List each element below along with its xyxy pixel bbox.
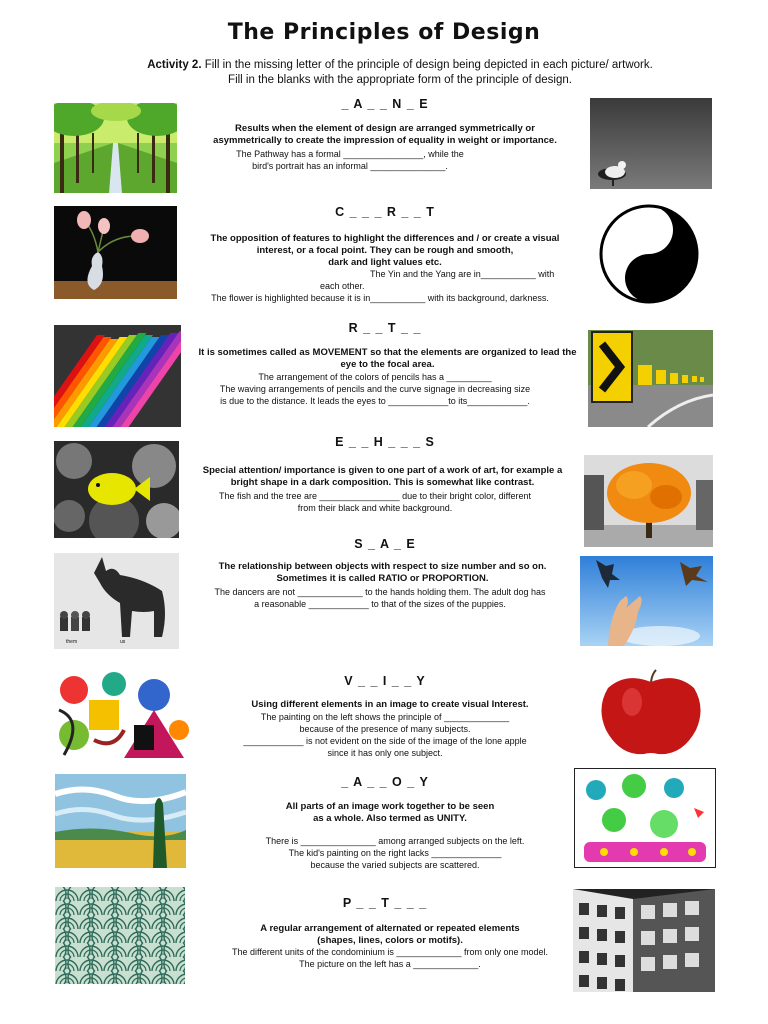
sentence-3: The arrangement of the colors of pencils has a _________ The waving arrangements of pencils and the curve signage in decreasing size is due to the distance. It leads the eyes to ____________to its____________. <box>219 372 531 406</box>
sentence-7: There is _______________ among arranged subjects on the left. The kid's painting on the right lacks ______________ because the varied subjects are scattered. <box>265 836 525 870</box>
definition-3: It is sometimes called as MOVEMENT so that the elements are organized to lead the eye to the focal area. <box>198 347 577 370</box>
colored-pencils-image <box>54 325 181 427</box>
dog-puppies-image <box>54 553 179 649</box>
principle-word-2: C _ _ _ R _ _ T <box>335 205 435 219</box>
sentence-4: The fish and the tree are ________________ due to their bright color, different from their black and white background. <box>218 491 532 513</box>
principle-word-4: E _ _ H _ _ _ S <box>335 435 435 449</box>
page-title: The Principles of Design <box>227 20 541 45</box>
instructions <box>90 58 710 88</box>
sentence-5: The dancers are not _____________ to the hands holding them. The adult dog has a reasonable ____________ to that of the sizes of the puppies. <box>214 587 546 609</box>
instruction-line-2: Fill in the blanks with the appropriate form of the principle of design. <box>228 74 572 86</box>
tree-pathway-image <box>54 103 177 193</box>
apple-image <box>596 668 706 758</box>
orange-tree-image <box>584 455 713 547</box>
definition-5: The relationship between objects with respect to size number and so on. Sometimes it is called RATIO or PROPORTION. <box>218 561 547 584</box>
sentence-1: The Pathway has a formal ________________, while the bird's portrait has an informal _______________. <box>236 149 464 171</box>
definition-6: Using different elements in an image to create visual Interest. <box>251 699 529 710</box>
principle-word-6: V _ _ I _ _ Y <box>344 674 426 688</box>
puppy-label-us: us <box>120 639 126 645</box>
instruction-line-1: Fill in the missing letter of the principle of design being depicted in each picture/ artwork. <box>201 59 653 71</box>
principle-word-5: S _ A _ E <box>354 537 416 551</box>
sentence-6: The painting on the left shows the principle of _____________ because of the presence of many subjects. ____________ is not evident on the side of the image of the lone apple since it has only one subject. <box>243 712 527 758</box>
flower-vase-image <box>54 206 177 299</box>
kids-painting-image <box>574 768 716 868</box>
definition-4: Special attention/ importance is given to one part of a work of art, for example a bright shape in a dark composition. This is somewhat like contrast. <box>202 465 563 488</box>
principle-word-8: P _ _ T _ _ _ <box>342 896 428 910</box>
condominium-image <box>573 889 715 992</box>
definition-2: The opposition of features to highlight the differences and / or create a visual interest, or a focal point. They can be rough and smooth, dark and light values etc. <box>210 233 560 268</box>
activity-label: Activity 2. <box>147 59 202 71</box>
colorful-painting-image <box>54 670 193 758</box>
principle-word-7: _ A _ _ O _ Y <box>341 775 429 789</box>
definition-1: Results when the element of design are arranged symmetrically or asymmetrically to create the impression of equality in weight or importance. <box>213 123 557 146</box>
yin-yang-image <box>588 204 710 304</box>
bird-image <box>590 98 712 189</box>
definition-8: A regular arrangement of alternated or repeated elements (shapes, lines, colors or motifs). <box>260 923 520 946</box>
sentence-8: The different units of the condominium is _____________ from only one model. The picture on the left has a _____________. <box>231 947 549 969</box>
sentence-2: The Yin and the Yang are in___________ with each other. The flower is highlighted because it is in___________ with its background, darkness. <box>211 269 555 303</box>
principle-word-1: _ A _ _ N _ E <box>341 97 429 111</box>
landscape-painting-image <box>55 774 186 868</box>
principle-word-3: R _ _ T _ _ <box>348 321 422 335</box>
definition-7: All parts of an image work together to be seen as a whole. Also termed as UNITY. <box>285 801 495 824</box>
yellow-fish-image <box>54 441 179 538</box>
dancers-hand-image <box>580 556 713 646</box>
scale-pattern-image <box>55 887 185 984</box>
curve-signage-image <box>588 330 713 427</box>
puppy-label-them: them <box>66 639 78 645</box>
